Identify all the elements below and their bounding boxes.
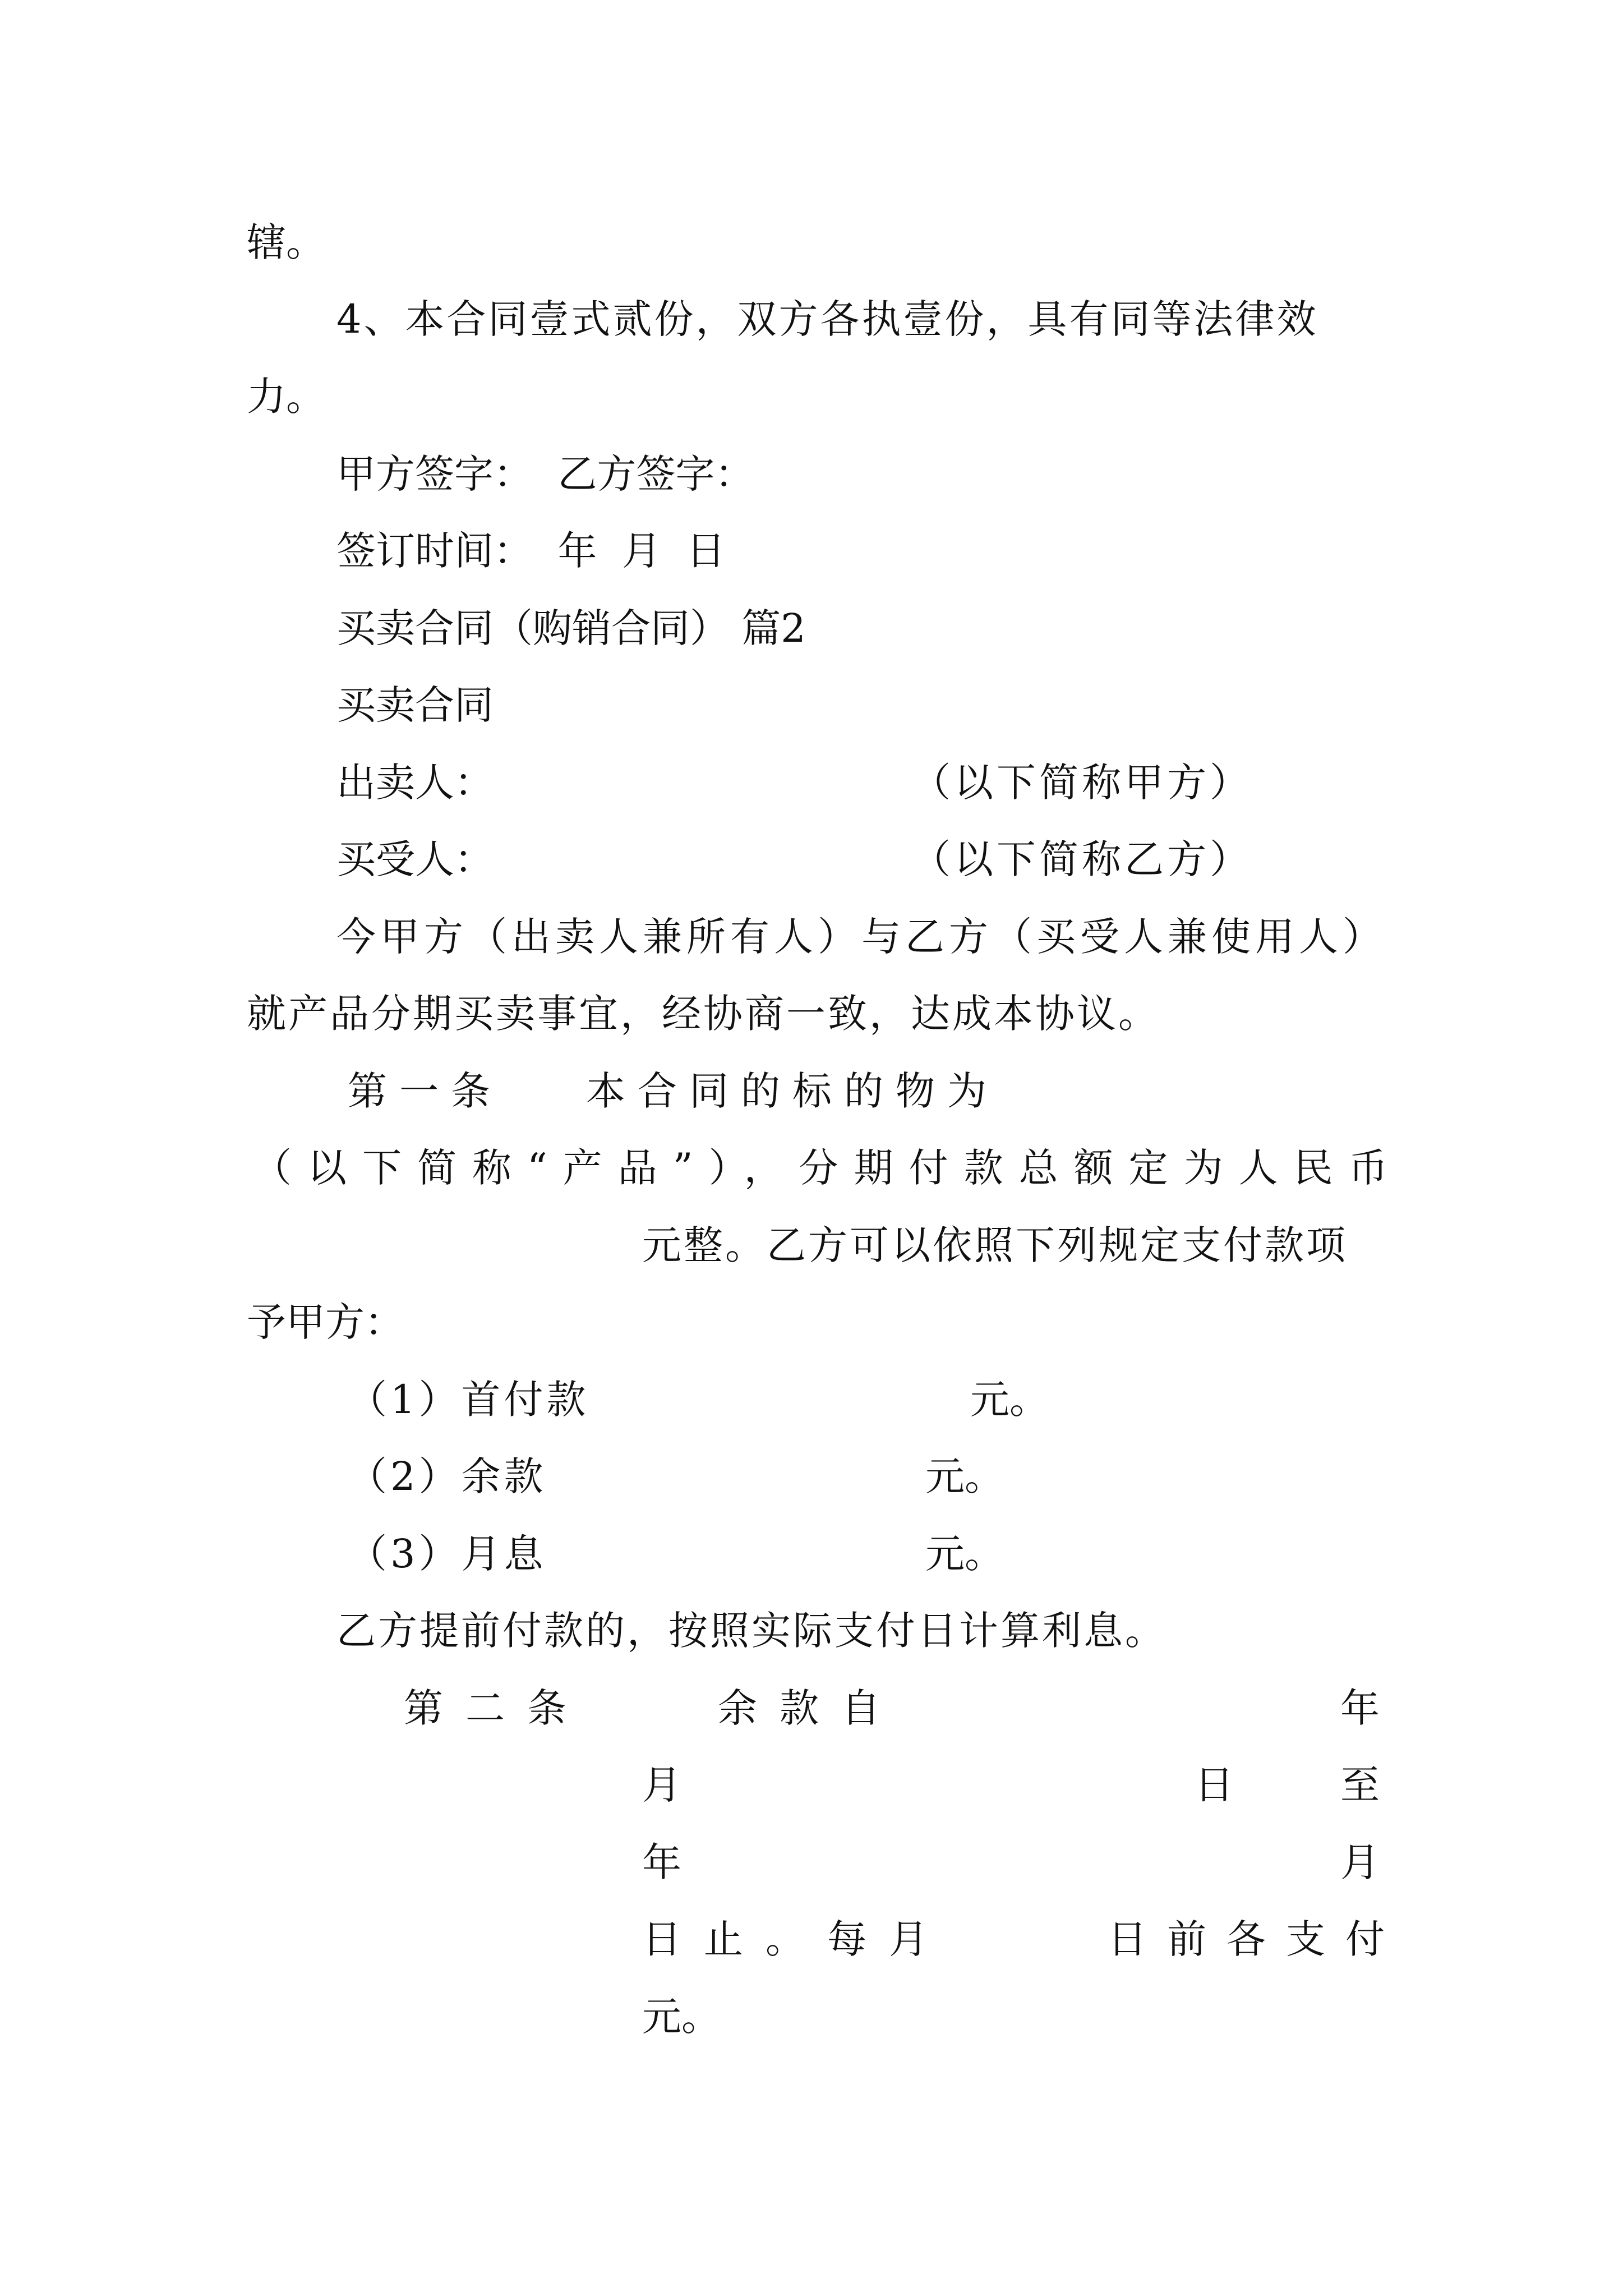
text-line-effect: 力。 bbox=[247, 374, 325, 420]
payment-interest-label: （3）月息 bbox=[348, 1531, 547, 1577]
article-2-day-end: 日止。每月 bbox=[642, 1916, 951, 1962]
article-2-month-2: 月 bbox=[1340, 1839, 1380, 1885]
signing-date-line: 签订时间： 年 月 日 bbox=[336, 528, 726, 574]
article-2-heading: 第二条 bbox=[404, 1685, 589, 1731]
payment-down-unit: 元。 bbox=[970, 1377, 1049, 1423]
signature-line: 甲方签字： 乙方签字： bbox=[336, 451, 754, 497]
payment-interest-unit: 元。 bbox=[925, 1531, 1004, 1577]
payment-down-label: （1）首付款 bbox=[348, 1377, 589, 1423]
contract-heading: 买卖合同 bbox=[336, 682, 494, 728]
payment-balance-label: （2）余款 bbox=[348, 1453, 547, 1499]
article-2-before-each: 日前各支付 bbox=[1108, 1916, 1405, 1962]
article-1-line-3: 元整。乙方可以依照下列规定支付款项 bbox=[642, 1222, 1348, 1268]
buyer-label: 买受人： bbox=[336, 836, 494, 882]
text-line-jurisdiction-end: 辖。 bbox=[247, 219, 325, 265]
seller-note: （以下简称甲方） bbox=[911, 760, 1252, 806]
article-1-line-4: 予甲方： bbox=[247, 1299, 404, 1345]
article-1-line-2: （以下简称“产品”），分期付款总额定为人民币 bbox=[252, 1145, 1404, 1191]
contract-title-part2: 买卖合同（购销合同） 篇2 bbox=[336, 605, 806, 651]
article-1-subject: 本合同的标的物为 bbox=[586, 1068, 999, 1114]
article-2-unit: 元。 bbox=[642, 1994, 721, 2040]
seller-label: 出卖人： bbox=[336, 760, 494, 806]
article-2-day-1: 日 bbox=[1195, 1762, 1234, 1808]
article-2-balance-from: 余款自 bbox=[718, 1685, 903, 1731]
article-2-year-1: 年 bbox=[1340, 1685, 1380, 1731]
prepayment-clause: 乙方提前付款的，按照实际支付日计算利息。 bbox=[336, 1608, 1166, 1654]
buyer-note: （以下简称乙方） bbox=[911, 836, 1252, 882]
article-2-year-2: 年 bbox=[642, 1839, 681, 1885]
intro-line-2: 就产品分期买卖事宜，经协商一致，达成本协议。 bbox=[247, 991, 1160, 1037]
text-line-copies-clause: 4、本合同壹式贰份，双方各执壹份，具有同等法律效 bbox=[336, 296, 1318, 342]
article-1-heading: 第一条 bbox=[348, 1068, 502, 1114]
article-2-month-1: 月 bbox=[642, 1762, 681, 1808]
payment-balance-unit: 元。 bbox=[925, 1453, 1004, 1499]
article-2-to: 至 bbox=[1340, 1762, 1380, 1808]
intro-line-1: 今甲方（出卖人兼所有人）与乙方（买受人兼使用人） bbox=[336, 914, 1386, 960]
